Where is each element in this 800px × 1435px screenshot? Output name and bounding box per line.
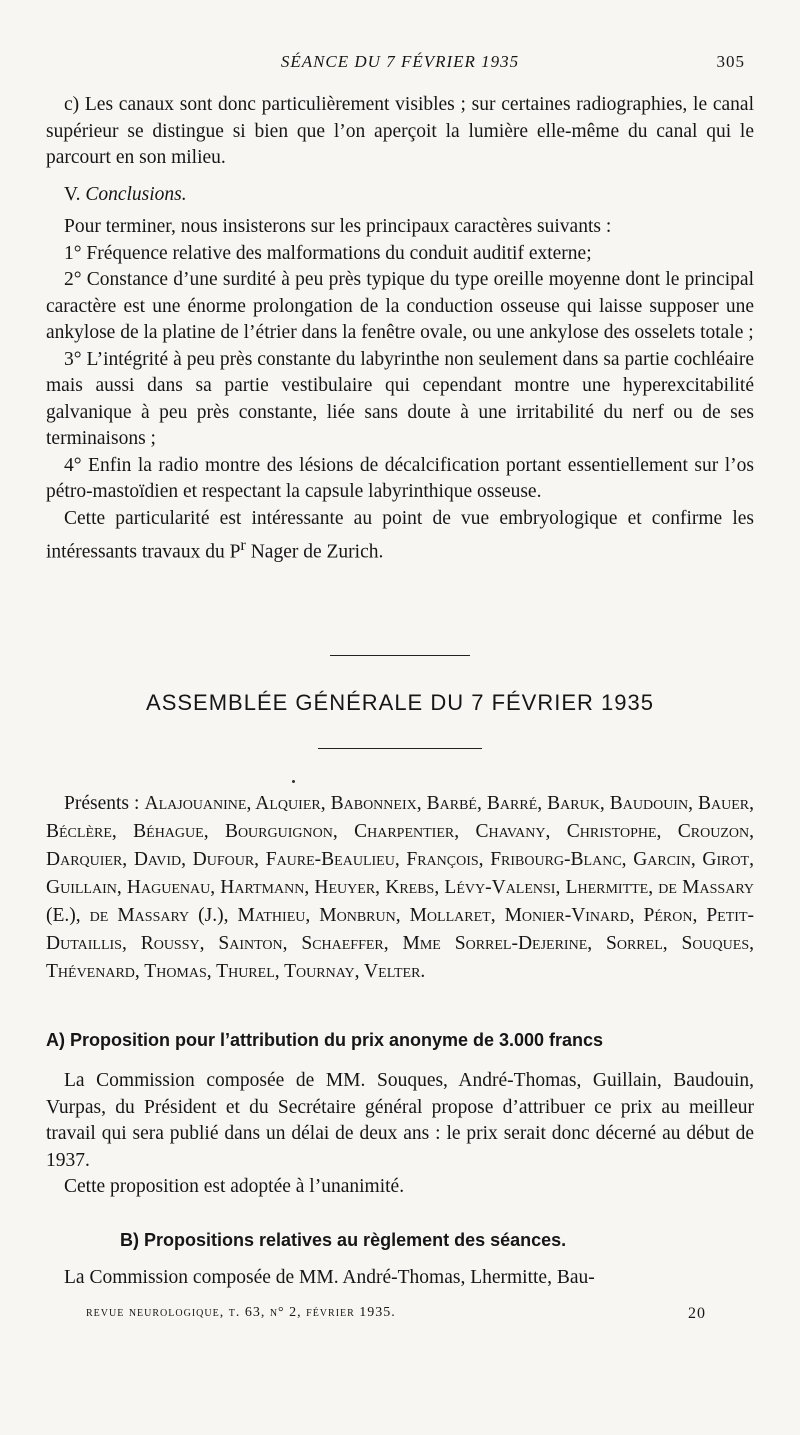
- running-head: [0, 52, 800, 76]
- attendees-paragraph: [46, 790, 754, 986]
- page-footer: [86, 1305, 706, 1321]
- section-heading: [64, 182, 754, 209]
- attendees-list: Alajouanine, Alquier, Babonneix, Barbé, Barré, Baruk, Baudouin, Bauer, Béclère, Béhague, Bourguignon, Charpentier, Chavany, Christophe, Crouzon, Darquier, David, Dufour, Faure-Beaulieu, François, Fribourg-Blanc, Garcin, Girot, Guillain, Haguenau, Hartmann, Heuyer, Krebs, Lévy-Valensi, Lhermitte, de Massary (E.), de Massary (J.), Mathieu, Monbrun, Mollaret, Monier-Vinard, Péron, Petit-Dutaillis, Roussy, Sainton, Schaeffer, Mme Sorrel-Dejerine, Sorrel, Souques, Thévenard, Thomas, Thurel, Tournay, Velter.: [46, 793, 754, 982]
- conclusion-item-3: 3° L’intégrité à peu près constante du labyrinthe non seulement dans sa partie cochléaire mais aussi dans sa partie vestibulaire qui cependant montre une hyperexcitabilité galvanique à peu près constante, liée sans doute à une irritabilité du nerf ou de ses terminaisons ;: [46, 348, 754, 449]
- proposition-a-text: La Commission composée de MM. Souques, André-Thomas, Guillain, Baudouin, Vurpas, du Président et du Secrétaire général propose d’attribuer ce prix au meilleur travail qui sera publié dans un délai de deux ans : le prix serait donc décerné au début de 1937.: [46, 1070, 754, 1171]
- proposition-b-title: B) Propositions relatives au règlement des séances.: [120, 1230, 567, 1250]
- conclusion-item-4: 4° Enfin la radio montre des lésions de décalcification portant essentiellement sur l’os pétro-mastoïdien et respectant la capsule labyrinthique osseuse.: [46, 454, 754, 502]
- closing-text-after: Nager de Zurich.: [245, 541, 384, 563]
- title-underline: [318, 748, 482, 749]
- conclusions-lead: Pour terminer, nous insisterons sur les principaux caractères suivants :: [64, 216, 612, 237]
- proposition-a-adoption: Cette proposition est adoptée à l’unanimité.: [64, 1176, 405, 1197]
- section-number: V.: [64, 183, 81, 205]
- proposition-b-body: [46, 1265, 754, 1292]
- running-title: SÉANCE DU 7 FÉVRIER 1935: [280, 52, 520, 71]
- journal-citation: revue neurologique, t. 63, n° 2, février 1935.: [86, 1305, 396, 1320]
- conclusion-item-2: 2° Constance d’une surdité à peu près typique du type oreille moyenne dont le principal caractère est une énorme prolongation de la conduction osseuse qui laisse supposer une ankylose de la platine de l’étrier dans la fenêtre ovale, ou une ankylose des osselets totale ;: [46, 269, 754, 343]
- article-body: [46, 92, 754, 566]
- proposition-b-text: La Commission composée de MM. André-Thomas, Lhermitte, Bau-: [64, 1267, 595, 1288]
- closing-paragraph: [46, 506, 754, 567]
- item-c-paragraph: c) Les canaux sont donc particulièrement visibles ; sur certaines radiographies, le canal supérieur se distingue si bien que l’on aperçoit la lumière elle-même du canal qui le parcourt en son milieu.: [46, 94, 754, 168]
- page-number: 305: [716, 52, 745, 71]
- signature-mark: 20: [688, 1305, 706, 1322]
- proposition-a-body: [46, 1068, 754, 1201]
- section-title: Conclusions.: [85, 183, 187, 205]
- conclusion-item-1: 1° Fréquence relative des malformations du conduit auditif externe;: [64, 242, 592, 264]
- closing-text-before: Cette particularité est intéressante au point de vue embryologique et confirme les intéressants travaux du P: [46, 507, 754, 563]
- proposition-a-title: A) Proposition pour l’attribution du prix anonyme de 3.000 francs: [46, 1030, 604, 1050]
- assembly-title: ASSEMBLÉE GÉNÉRALE DU 7 FÉVRIER 1935: [146, 690, 654, 715]
- section-divider: [330, 655, 470, 656]
- presents-label: Présents :: [64, 793, 140, 814]
- closing-superscript: r: [240, 536, 246, 554]
- dot-mark: [292, 780, 295, 783]
